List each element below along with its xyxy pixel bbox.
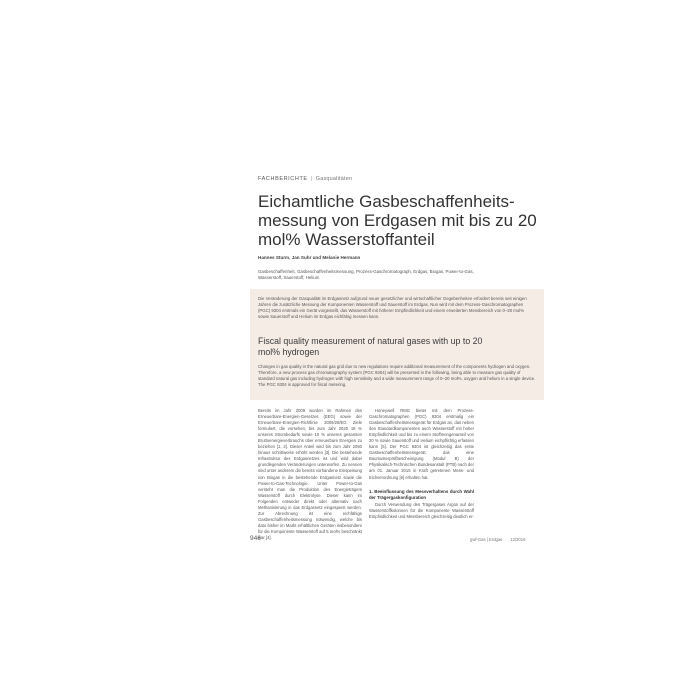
page-number: 946	[250, 535, 261, 542]
section-heading: 1. Beeinflussung des Messverhaltens durch Wahl der Trägergaskonfiguration	[369, 488, 474, 500]
body-paragraph: Honeywell RMG bietet mit dem Prozess-Gaschromatographen (PGC) 9304 erstmalig ein Gasbeschaffenheitsmessgerät für Erdgas an, das neben den Standardkomponenten auch Wasserstoff mit hoher Empfindlichkeit und bis zu einem Stoffmengenanteil von 20 % sowie Sauerstoff und Helium eichpflichtig erfassen kann [5]. Der PGC 9304 ist gleichzeitig das erste Gasbeschaffenheitsmessgerät, das eine Baumusterprüfbescheinigung (Modul B) der Physikalisch-Technischen Bundesanstalt (PTB) nach der am 01. Januar 2015 in Kraft getretenen Mess- und Eichverordnung [6] erhalten hat.	[369, 408, 474, 480]
article-keywords: Gasbeschaffenheit, Gasbeschaffenheitsmessung, Prozess-Gaschromatograph, Erdgas, Biogas, Power-to-Gas, Wasserstoff, Sauerstoff, Helium	[258, 269, 474, 281]
section-label: FACHBERICHTE	[258, 176, 308, 182]
footer-publication-info	[470, 537, 525, 542]
abstract-english-title: Fiscal quality measurement of natural gases with up to 20 mol% hydrogen	[258, 336, 483, 357]
body-left-column: Bereits im Jahr 2009 wurden im Rahmen des Erneuerbare-Energien-Gesetzes (EEG) sowie der Erneuerbare-Energien-Richtlinie 2009/28/EG Ziele formuliert, die vorsehen, bis zum Jahr 2020 18 % unseres Strombedarfs sowie 10 % unseres gesamten Bruttoenergieverbrauchs über erneuerbare Energien zu beziehen [1, 2]. Dieser Anteil wird bis zum Jahr 2050 hinaus schrittweise erhöht werden [3]. Die bestehende Infrastruktur des Erdgasnetzes ist und wird dabei grundlegenden Veränderungen unterworfen. Zu nennen sind unter anderem die bereits vorhandene Einspeisung von Biogas in die bestehende Erdgasnetz sowie die Power-to-Gas-Technologie. Unter Power-to-Gas versteht man die Produktion des Energieträgers Wasserstoff durch Elektrolyse. Dieser kann im Folgenden entweder direkt oder alternativ nach Methanisierung in das Erdgasnetz eingespeist werden. Zur Abrechnung ist eine eichfähige Gasbeschaffenheitsmessung notwendig, welche bis dato bisher im Markt erhältlichen Geräten insbesondere für die Komponente Wasserstoff auf 5 mol% beschränkt war [4].	[258, 408, 362, 540]
section-header	[258, 176, 352, 182]
footer-issue: 12/2016	[510, 537, 526, 542]
body-right-column	[369, 408, 474, 523]
body-paragraph: Durch Verwendung des Trägergases Argon auf der Wasserstoffkolonnen für die Komponente Wasserstoff Empfindlichkeit und Messbereich gleichzeitig deutlich er-	[369, 501, 474, 519]
footer-publication: gwf-Gas | Erdgas	[470, 537, 503, 542]
article-authors: Hannes Sturm, Jan Suhr und Melanie Hermann	[258, 255, 361, 260]
abstract-english: Changes in gas quality in the natural gas grid due to new regulations require additional measurement of the components hydrogen and oxygen. Therefore, a new process gas chromatography system (PGC 9304) will be presented in the following, being able to measure gas quality of standard natural gas including hydrogen with high sensitivity and a wide measurement range of 0–20 mol%, oxygen and helium in a single device. The PGC 9304 is approved for fiscal metering.	[258, 364, 536, 388]
header-separator: |	[310, 176, 313, 182]
article-title: Eichamtliche Gasbeschaffenheits-messung von Erdgasen mit bis zu 20 mol% Wasserstoffanteil	[258, 192, 537, 249]
abstract-german: Die Veränderung der Gasqualität im Erdgasnetz aufgrund neuer gesetzlicher und wirtschaftlicher Gegebenheiten erfordert bereits seit einigen Jahren die zusätzliche Messung der Komponenten Wasserstoff und Sauerstoff im Erdgas. Nun wird mit dem Prozess-Gaschromatographen (PGC) 9304 erstmals ein Gerät vorgestellt, das Wasserstoff mit höherer Empfindlichkeit und einem erweiterten Messbereich von 0–20 mol% sowie Sauerstoff und Helium im Erdgas eichfähig messen kann.	[258, 296, 527, 320]
section-topic: Gasqualitäten	[315, 176, 353, 182]
